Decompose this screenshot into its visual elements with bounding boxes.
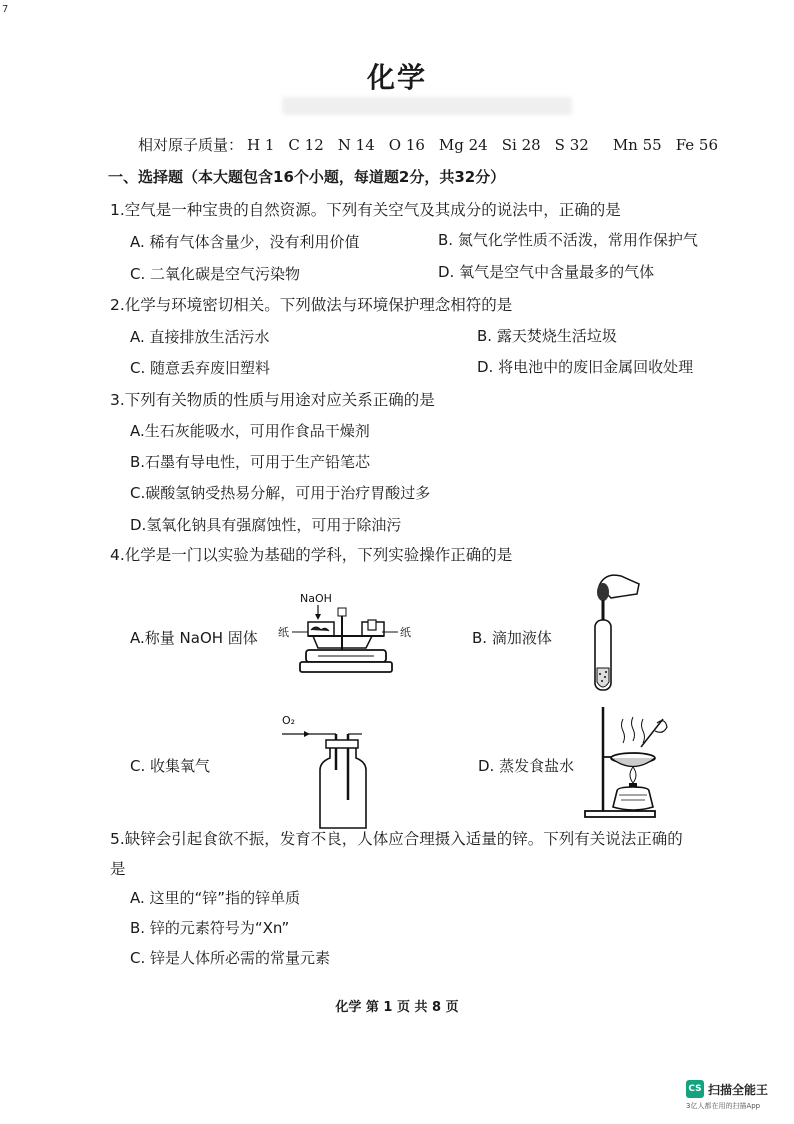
balance-figure <box>278 590 413 682</box>
mass-mn: Mn 55 <box>612 136 662 154</box>
atomic-masses-label: 相对原子质量： <box>138 136 244 154</box>
dropper-figure <box>585 572 645 697</box>
corner-mark: 7 <box>2 4 9 15</box>
mass-o: O 16 <box>388 136 425 154</box>
page-footer: 化学 第 1 页 共 8 页 <box>335 1000 459 1015</box>
mass-si: Si 28 <box>501 136 541 154</box>
mass-h: H 1 <box>247 136 275 154</box>
q3-option-c: C.碳酸氢钠受热易分解，可用于治疗胃酸过多 <box>130 484 431 502</box>
question-3-stem: 3.下列有关物质的性质与用途对应关系正确的是 <box>110 391 435 409</box>
atomic-masses-line <box>138 134 732 155</box>
q4-option-a-caption: A.称量 NaOH 固体 <box>130 629 258 647</box>
q2-option-c: C. 随意丢弃废旧塑料 <box>130 359 271 377</box>
q1-option-c: C. 二氧化碳是空气污染物 <box>130 265 301 283</box>
scanner-watermark <box>686 1080 768 1098</box>
q4-option-d-caption: D. 蒸发食盐水 <box>478 757 575 775</box>
q1-option-a: A. 稀有气体含量少，没有利用价值 <box>130 233 360 251</box>
question-5-stem-line1: 5.缺锌会引起食欲不振，发育不良，人体应合理摄入适量的锌。下列有关说法正确的 <box>110 830 683 848</box>
scanner-logo-icon: CS <box>686 1080 704 1098</box>
q5-option-a: A. 这里的“锌”指的锌单质 <box>130 889 301 907</box>
q5-option-c: C. 锌是人体所必需的常量元素 <box>130 949 331 967</box>
mass-s: S 32 <box>554 136 589 154</box>
mass-c: C 12 <box>288 136 324 154</box>
redacted-subtitle-bar <box>282 97 572 115</box>
gas-bottle-figure <box>282 714 372 832</box>
scanner-brand: 扫描全能王 <box>708 1082 769 1097</box>
q1-option-b: B. 氮气化学性质不活泼，常用作保护气 <box>438 231 698 249</box>
paper-left-label: 纸 <box>278 626 289 639</box>
section-heading: 一、选择题（本大题包含16个小题，每道题2分，共32分） <box>108 168 506 186</box>
q3-option-d: D.氢氧化钠具有强腐蚀性，可用于除油污 <box>130 516 402 534</box>
o2-label: O₂ <box>282 714 296 727</box>
question-5-stem-line2: 是 <box>110 860 126 878</box>
q4-option-c-caption: C. 收集氧气 <box>130 757 211 775</box>
mass-n: N 14 <box>337 136 375 154</box>
paper-right-label: 纸 <box>400 626 411 639</box>
mass-mg: Mg 24 <box>438 136 488 154</box>
q3-option-b: B.石墨有导电性，可用于生产铅笔芯 <box>130 453 371 471</box>
q4-option-b-caption: B. 滴加液体 <box>472 629 552 647</box>
evaporation-figure <box>583 703 685 821</box>
mass-fe: Fe 56 <box>675 136 719 154</box>
question-2-stem: 2.化学与环境密切相关。下列做法与环境保护理念相符的是 <box>110 296 513 314</box>
page-title: 化学 <box>366 61 427 94</box>
q2-option-b: B. 露天焚烧生活垃圾 <box>477 327 617 345</box>
question-4-stem: 4.化学是一门以实验为基础的学科，下列实验操作正确的是 <box>110 546 513 564</box>
q2-option-a: A. 直接排放生活污水 <box>130 328 270 346</box>
naoh-label: NaOH <box>300 592 332 605</box>
question-1-stem: 1.空气是一种宝贵的自然资源。下列有关空气及其成分的说法中，正确的是 <box>110 201 621 219</box>
q5-option-b: B. 锌的元素符号为“Xn” <box>130 919 290 937</box>
q2-option-d: D. 将电池中的废旧金属回收处理 <box>477 358 694 376</box>
scanner-tagline: 3亿人都在用的扫描App <box>686 1102 761 1110</box>
q1-option-d: D. 氧气是空气中含量最多的气体 <box>438 263 655 281</box>
q3-option-a: A.生石灰能吸水，可用作食品干燥剂 <box>130 422 370 440</box>
